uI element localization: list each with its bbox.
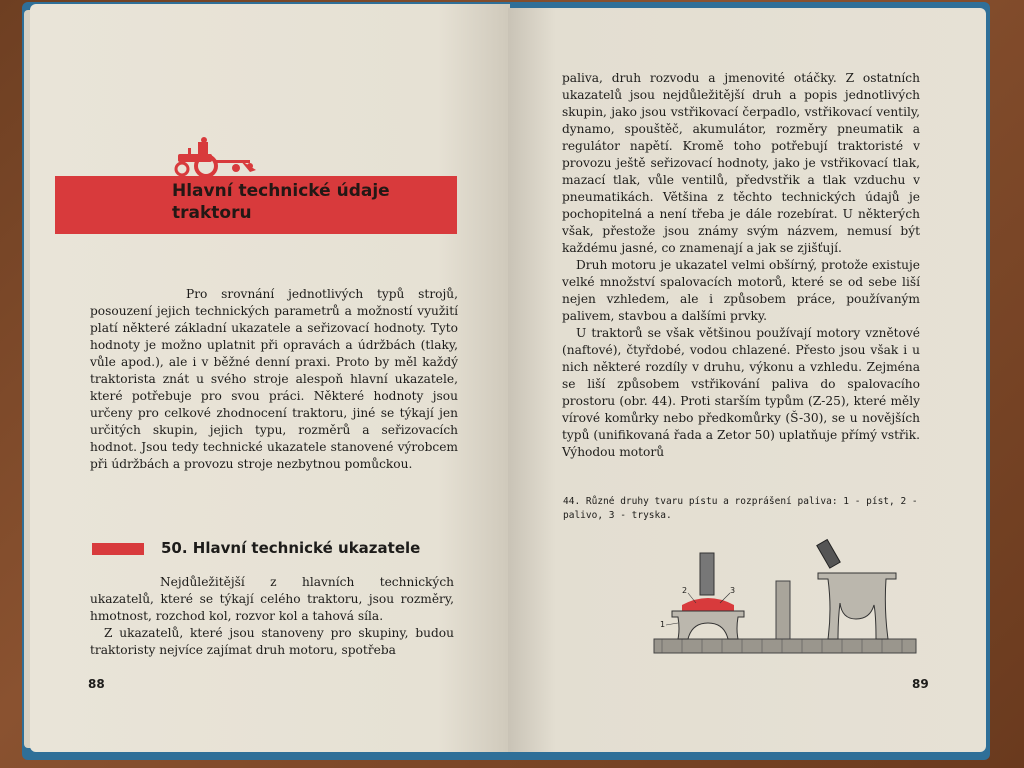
section-text-block [90,574,454,659]
chapter-title: Hlavní technické údaje traktoru [172,181,390,223]
piston-diagram [652,533,920,661]
section-marker [92,543,144,555]
intro-paragraph-block [90,286,458,473]
section-paragraph-2: Z ukazatelů, které jsou stanoveny pro skupiny, budou traktoristy nejvíce zajímat druh motoru, spotřeba [90,626,454,657]
right-text-block [562,70,920,461]
right-piston [817,540,896,639]
tractor-icon [170,136,262,178]
left-piston [672,553,744,639]
right-paragraph-1: paliva, druh rozvodu a jmenovité otáčky. Z ostatních ukazatelů jsou nejdůležitější druh a popis jednotlivých skupin, jako jsou vstřikovací čerpadlo, vstřikovací ventily, dynamo, spouštěč, akumulátor, rozměry pneumatik a regulátor napětí. Kromě toho potřebují traktoristé v provozu ještě seřizovací hodnoty, jako je vstřikovací tlak, mazací tlak, vůle ventilů, předvstřik a tlak vzduchu v pneumatikách. Většina z těchto technických údajů je pochopitelná a není třeba je dále rozebírat. U některých však, přestože jsou známy svým názvem, nemusí být každému jasné, co znamenají a jak se zjišťují. [562,71,920,255]
section-paragraph-1: Nejdůležitější z hlavních technických ukazatelů, které se týkají celého traktoru, jsou rozměry, hmotnost, rozchod kol, rozvor kol a tahová síla. [90,575,454,623]
figure-label-3: 3 [730,586,736,595]
right-paragraph-3: U traktorů se však většinou používají motory vznětové (naftové), čtyřdobé, vodou chlazené. Přesto jsou však i u nich některé rozdíly v druhu, výkonu a vzhledu. Zejména se liší způsobem vstřikování paliva do spalovacího prostoru (obr. 44). Proti starším typům (Z-25), které měly vírové komůrky nebo předkomůrky (Š-30), se u novějších typů (unifikovaná řada a Zetor 50) uplatňuje přímý vstřik. Výhodou motorů [562,326,920,459]
page-number-left: 88 [88,677,105,691]
right-paragraph-2: Druh motoru je ukazatel velmi obšírný, protože existuje velké množství spalovacích motorů, které se od sebe liší nejen vzhledem, ale i způsobem práce, používaným palivem, stavbou a dalšími prvky. [562,258,920,323]
section-title: 50. Hlavní technické ukazatele [161,539,421,557]
figure-label-2: 2 [682,586,688,595]
figure-caption: 44. Různé druhy tvaru pístu a rozprášení paliva: 1 - píst, 2 - palivo, 3 - tryska. [563,496,918,521]
figure-label-1: 1 [660,620,666,629]
page-number-right: 89 [912,677,929,691]
intro-paragraph: Pro srovnání jednotlivých typů strojů, posouzení jejich technických parametrů a možností využití platí některé základní ukazatele a seřizovací hodnoty. Tyto hodnoty je možno uplatnit při opravách a údržbách (tlaky, vůle apod.), ale i v běžné denní praxi. Proto by měl každý traktorista znát u svého stroje alespoň hlavní ukazatele, které potřebuje pro svou práci. Některé hodnoty jsou určeny pro celkové zhodnocení traktoru, jiné se týkají jen určitých skupin, jejich typu, rozměrů a seřizovacích hodnot. Jsou tedy technické ukazatele stanovené výrobcem při údržbách a provozu stroje nezbytnou pomůckou. [90,287,458,471]
